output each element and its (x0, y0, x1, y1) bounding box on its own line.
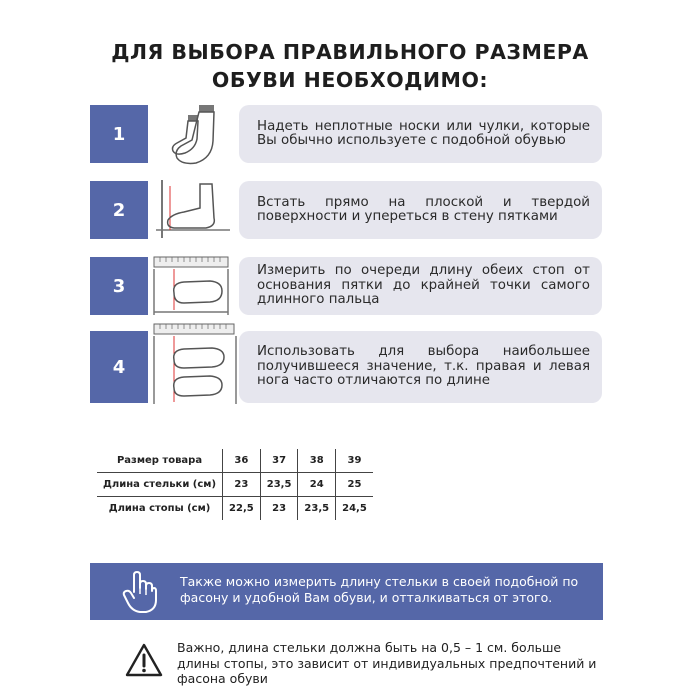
table-cell: 23 (223, 473, 261, 497)
step-4-number: 4 (90, 331, 148, 403)
warning-text: Важно, длина стельки должна быть на 0,5 – 1 см. больше длины стопы, это зависит от индивидуальных предпочтений и фасона обуви (177, 640, 597, 686)
two-feet-measure-icon (152, 322, 238, 406)
table-row (97, 473, 373, 497)
page-title (0, 38, 700, 94)
step-3-number: 3 (90, 257, 148, 315)
table-cell: 23 (260, 497, 298, 521)
row-label: Размер товара (97, 449, 223, 473)
table-cell: 24 (298, 473, 336, 497)
step-2-text: Встать прямо на плоской и твердой поверхности и упереться в стену пятками (239, 181, 602, 239)
info-banner (90, 563, 603, 620)
table-cell: 36 (223, 449, 261, 473)
table-cell: 39 (336, 449, 373, 473)
title-line-2: ОБУВИ НЕОБХОДИМО: (211, 68, 489, 92)
table-row (97, 497, 373, 521)
title-pre: ДЛЯ ВЫБОРА (111, 40, 283, 64)
title-post: РАЗМЕРА (466, 40, 589, 64)
table-cell: 23,5 (260, 473, 298, 497)
step-1-text: Надеть неплотные носки или чулки, которые Вы обычно используете с подобной обувью (239, 105, 602, 163)
table-cell: 37 (260, 449, 298, 473)
foot-measure-icon (152, 255, 232, 317)
step-2-number: 2 (90, 181, 148, 239)
row-label: Длина стельки (см) (97, 473, 223, 497)
title-bold-word: ПРАВИЛЬНОГО (282, 40, 467, 64)
table-cell: 38 (298, 449, 336, 473)
pointing-hand-icon (122, 570, 158, 614)
title-line-1 (0, 38, 700, 66)
table-row (97, 449, 373, 473)
row-label: Длина стопы (см) (108, 503, 211, 514)
table-cell: 22,5 (223, 497, 261, 521)
banner-text: Также можно измерить длину стельки в своей подобной по фасону и удобной Вам обуви, и отталкиваться от этого. (180, 574, 579, 605)
table-cell: 25 (336, 473, 373, 497)
table-cell: 24,5 (336, 497, 373, 521)
sock-icon (168, 103, 226, 165)
step-1-number: 1 (90, 105, 148, 163)
warning-triangle-icon (124, 642, 164, 678)
foot-against-wall-icon (154, 178, 230, 240)
step-3-text: Измерить по очереди длину обеих стоп от основания пятки до крайней точки самого длинного пальца (239, 257, 602, 315)
step-4-text: Использовать для выбора наибольшее получившееся значение, т.к. правая и левая нога часто отличаются по длине (239, 331, 602, 403)
table-cell: 23,5 (298, 497, 336, 521)
size-table (97, 449, 373, 520)
